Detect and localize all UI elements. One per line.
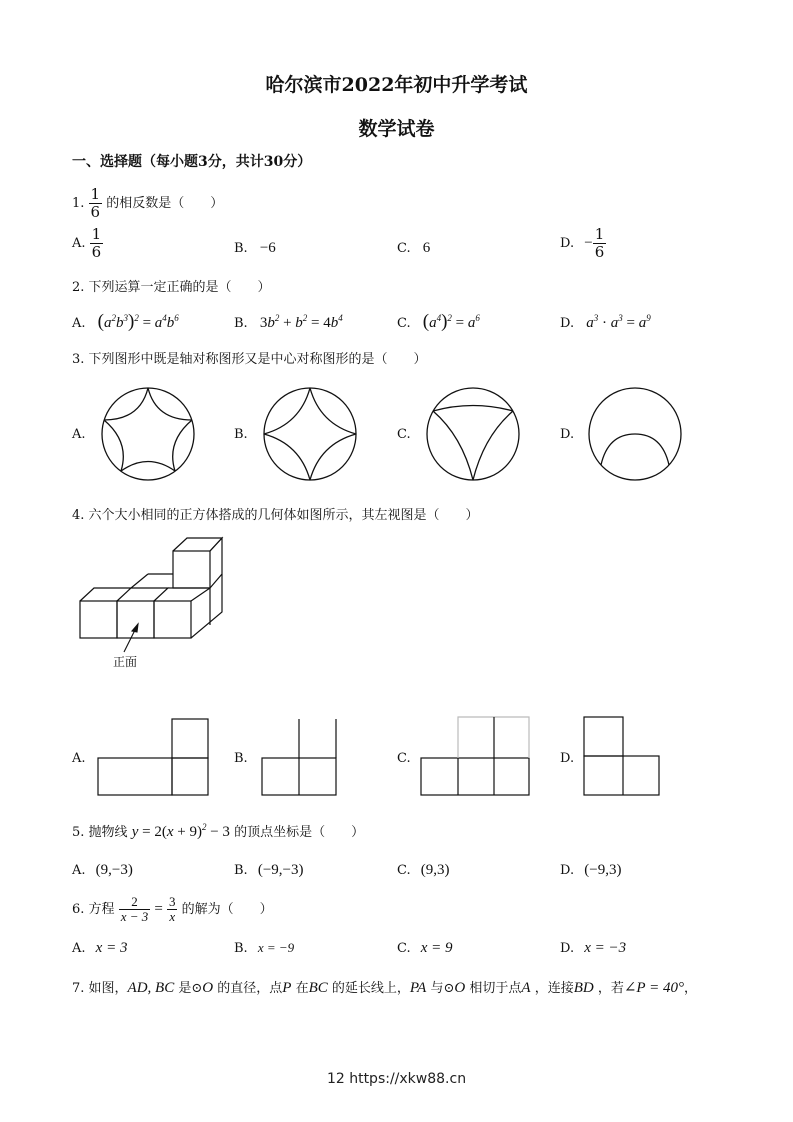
option-sign: − xyxy=(584,235,593,251)
q7-part: ，若 xyxy=(597,981,624,996)
q6-option-d xyxy=(560,940,626,957)
view-c xyxy=(421,717,529,795)
q7-math: O xyxy=(202,980,214,996)
q7-part: 相切于点 xyxy=(469,981,522,996)
option-label: D. xyxy=(560,236,575,251)
question-6-suffix: 的解为（ ） xyxy=(181,902,273,917)
question-7 xyxy=(72,977,697,997)
view-a xyxy=(98,719,208,795)
option-label: C. xyxy=(397,863,411,878)
q7-part: ，连接 xyxy=(534,981,574,996)
q7-part: 是⊙ xyxy=(178,981,203,996)
page-subtitle: 数学试卷 xyxy=(358,118,435,140)
option-value: 6 xyxy=(422,240,431,256)
section-heading: 一、选择题（每小题3分，共计30分） xyxy=(72,154,312,170)
fraction-numerator: 1 xyxy=(90,185,101,203)
fraction-numerator: 2 xyxy=(119,895,151,910)
option-b-expression: $3b^2 + b^2 = 4b^4$ xyxy=(259,313,343,331)
question-6 xyxy=(72,895,273,924)
question-5-equation: $y = 2(x + 9)^2 - 3$ xyxy=(131,822,230,840)
option-value: (9,−3) xyxy=(95,862,133,878)
option-d-expression: $a^3 \cdot a^3 = a^9$ xyxy=(586,313,651,331)
fraction-denominator: 6 xyxy=(594,243,605,261)
question-6-fraction-1 xyxy=(119,895,151,924)
option-value: −6 xyxy=(259,240,276,256)
question-3-text: 3. 下列图形中既是轴对称图形又是中心对称图形的是（ ） xyxy=(72,352,427,367)
option-value: (−9,3) xyxy=(584,862,622,878)
fraction-numerator: 1 xyxy=(91,225,102,243)
q6-option-c xyxy=(397,940,453,957)
q7-math: A xyxy=(521,980,531,996)
q3-label-d: D. xyxy=(560,427,575,442)
question-5-prefix: 5. 抛物线 xyxy=(72,825,128,840)
q7-part: 与⊙ xyxy=(430,981,455,996)
option-label: A. xyxy=(72,316,86,331)
q5-option-d xyxy=(560,862,621,879)
q5-option-a xyxy=(72,862,133,879)
q7-math: AD, BC xyxy=(127,980,175,996)
question-5-suffix: 的顶点坐标是（ ） xyxy=(234,825,365,840)
option-label: C. xyxy=(397,241,411,256)
fraction-numerator: 3 xyxy=(168,894,176,909)
q7-math: PA xyxy=(409,980,427,996)
option-value: x = 3 xyxy=(95,940,128,956)
option-label: A. xyxy=(72,236,86,251)
option-a-expression: $(a^2b^3)^2 = a^4b^6$ xyxy=(97,311,179,332)
q7-part: 在 xyxy=(295,981,309,996)
option-label: B. xyxy=(234,241,248,256)
q4-label-b: B. xyxy=(234,751,248,766)
option-label: B. xyxy=(234,316,248,331)
q3-label-c: C. xyxy=(397,427,411,442)
question-1-number: 1. xyxy=(72,196,85,211)
equals-sign: = xyxy=(154,901,163,917)
option-label: D. xyxy=(560,316,575,331)
q7-part: 的直径，点 xyxy=(217,981,283,996)
question-4-text: 4. 六个大小相同的正方体搭成的几何体如图所示，其左视图是（ ） xyxy=(72,508,479,523)
option-label: B. xyxy=(234,863,248,878)
question-6-fraction-2 xyxy=(167,895,178,924)
fraction-denominator: x − 3 xyxy=(120,909,149,924)
option-label: C. xyxy=(397,316,411,331)
q4-label-d: D. xyxy=(560,751,575,766)
view-d xyxy=(584,717,659,795)
option-value: x = −3 xyxy=(584,940,627,956)
option-label: D. xyxy=(560,941,575,956)
option-label: D. xyxy=(560,863,575,878)
option-label: C. xyxy=(397,941,411,956)
page-title: 哈尔滨市2022年初中升学考试 xyxy=(265,74,528,96)
q6-option-b xyxy=(234,940,294,956)
option-label: B. xyxy=(234,941,248,956)
question-6-prefix: 6. 方程 xyxy=(72,902,115,917)
option-value: (−9,−3) xyxy=(257,862,304,878)
front-view-label: 正面 xyxy=(113,655,138,669)
q7-math: P xyxy=(282,980,292,996)
fraction-denominator: 6 xyxy=(91,243,102,261)
question-2-text: 2. 下列运算一定正确的是（ ） xyxy=(72,280,271,295)
q7-part: 的延长线上， xyxy=(331,981,410,996)
fraction-numerator: 1 xyxy=(594,225,605,243)
option-value: x = 9 xyxy=(420,940,453,956)
option-value: (9,3) xyxy=(420,862,450,878)
q7-math: BC xyxy=(308,980,328,996)
option-label: A. xyxy=(72,863,86,878)
q3-label-a: A. xyxy=(72,427,86,442)
option-label: A. xyxy=(72,941,86,956)
q7-math: O xyxy=(454,980,466,996)
page-footer: 12 https://xkw88.cn xyxy=(326,1071,467,1087)
q7-part: ， xyxy=(683,981,697,996)
view-b xyxy=(262,719,336,795)
question-5 xyxy=(72,821,364,841)
q4-label-a: A. xyxy=(72,751,86,766)
q7-math: BD xyxy=(573,980,594,996)
q7-math: ∠P = 40° xyxy=(623,980,684,996)
q7-part: 7. 如图， xyxy=(72,981,128,996)
option-c-expression: $(a^4)^2 = a^6$ xyxy=(422,311,480,332)
fraction-denominator: x xyxy=(169,909,176,924)
q6-option-a xyxy=(72,940,127,957)
q3-label-b: B. xyxy=(234,427,248,442)
q5-option-b xyxy=(234,862,304,879)
fraction-denominator: 6 xyxy=(90,203,101,221)
q5-option-c xyxy=(397,862,450,879)
question-1-text: 的相反数是（ ） xyxy=(106,196,224,211)
option-value: x = −9 xyxy=(257,940,295,955)
q4-label-c: C. xyxy=(397,751,411,766)
